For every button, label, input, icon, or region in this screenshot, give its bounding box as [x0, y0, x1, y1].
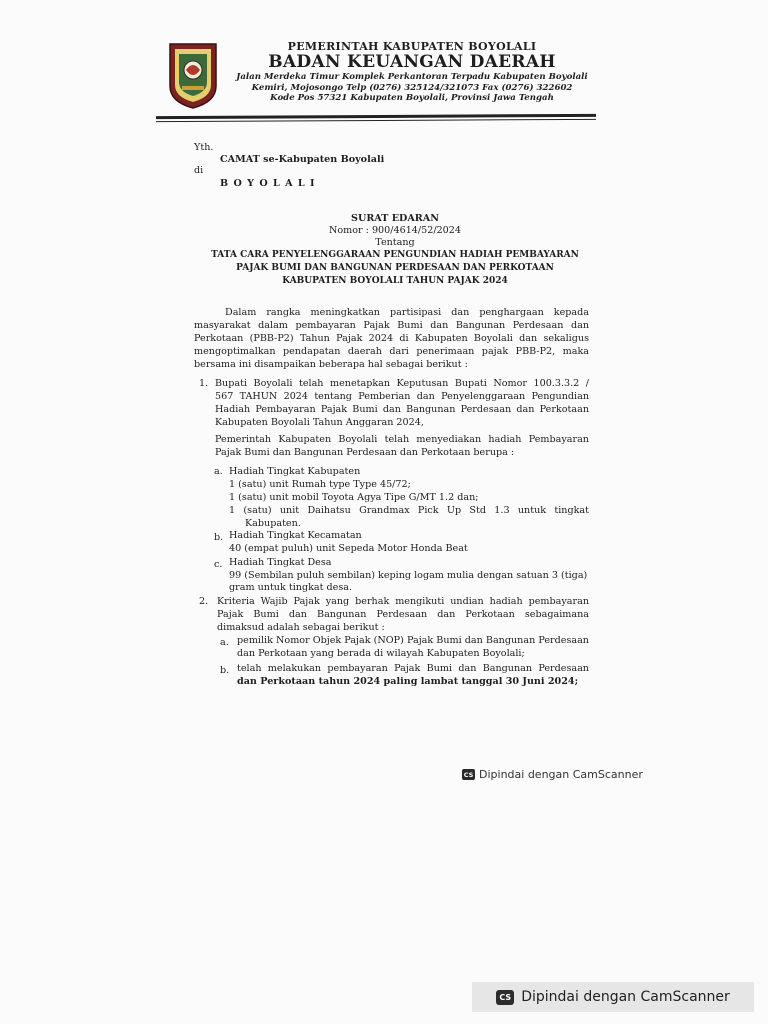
point-2-a-label: a. [220, 637, 229, 648]
subject-line-1: TATA CARA PENYELENGGARAAN PENGUNDIAN HADIAH PEMBAYARAN [211, 250, 579, 260]
intro-line-3: Perkotaan (PBB-P2) Tahun Pajak 2024 di Kabupaten Boyolali dan sekaligus [194, 333, 589, 344]
letterhead [232, 40, 592, 104]
point-2-a-line-1: pemilik Nomor Objek Pajak (NOP) Pajak Bumi dan Bangunan Perdesaan [237, 635, 589, 646]
addressee-at: di [194, 165, 204, 176]
point-1-line-2: 567 TAHUN 2024 tentang Pemberian dan Penyelenggaraan Pengundian [215, 391, 589, 402]
point-1-line-3: Hadiah Pembayaran Pajak Bumi dan Bangunan Perdesaan dan Perkotaan [215, 404, 589, 415]
point-1-c-label: c. [214, 559, 223, 570]
point-1-a-label: a. [214, 466, 223, 477]
point-1-c-item-1: 99 (Sembilan puluh sembilan) keping logam mulia dengan satuan 3 (tiga) [229, 570, 588, 581]
point-2-b-line-1: telah melakukan pembayaran Pajak Bumi dan Bangunan Perdesaan [237, 663, 589, 674]
subject-line-2: PAJAK BUMI DAN BANGUNAN PERDESAAN DAN PERKOTAAN [236, 263, 554, 273]
point-1-line-1: Bupati Boyolali telah menetapkan Keputusan Bupati Nomor 100.3.3.2 / [215, 378, 589, 389]
point-1-para-1: Pemerintah Kabupaten Boyolali telah menyediakan hadiah Pembayaran [215, 434, 589, 445]
point-2-a-line-2: dan Perkotaan yang berada di wilayah Kabupaten Boyolali; [237, 648, 525, 659]
address-line-3: Kode Pos 57321 Kabupaten Boyolali, Provinsi Jawa Tengah [270, 93, 554, 103]
point-1-a-item-2: 1 (satu) unit mobil Toyota Agya Tipe G/MT 1.2 dan; [229, 492, 479, 503]
point-1-b-title: Hadiah Tingkat Kecamatan [229, 530, 362, 541]
point-1-para-2: Pajak Bumi dan Bangunan Perdesaan dan Perkotaan berupa : [215, 447, 515, 458]
camscanner-badge [472, 982, 754, 1012]
point-1-c-title: Hadiah Tingkat Desa [229, 557, 332, 568]
intro-line-4: mengoptimalkan pendapatan daerah dari penerimaan pajak PBB-P2, maka [194, 346, 589, 357]
point-1-a-item-3-cont: Kabupaten. [245, 518, 301, 529]
point-2-line-1: Kriteria Wajib Pajak yang berhak mengikuti undian hadiah pembayaran [217, 596, 589, 607]
point-1-a-item-3: 1 (satu) unit Daihatsu Grandmax Pick Up Std 1.3 untuk tingkat [229, 505, 589, 516]
intro-line-1: Dalam rangka meningkatkan partisipasi dan penghargaan kepada [225, 307, 589, 318]
point-1-line-4: Kabupaten Boyolali Tahun Anggaran 2024, [215, 417, 424, 428]
addressee-place: B O Y O L A L I [220, 178, 316, 189]
letterhead-rule-thin [156, 119, 596, 122]
camscanner-icon: CS [463, 770, 474, 779]
camscanner-watermark-inner [462, 768, 643, 781]
circular-number: Nomor : 900/4614/52/2024 [328, 225, 461, 236]
point-1-b-item-1: 40 (empat puluh) unit Sepeda Motor Honda Beat [229, 543, 468, 554]
point-2-number: 2. [199, 596, 209, 607]
point-2-line-2: Pajak Bumi dan Bangunan Perdesaan dan Perkotaan sebagaimana [217, 609, 589, 620]
subject-line-3: KABUPATEN BOYOLALI TAHUN PAJAK 2024 [282, 276, 508, 286]
point-1-a-item-1: 1 (satu) unit Rumah type Type 45/72; [229, 479, 411, 490]
point-1-c-item-2: gram untuk tingkat desa. [229, 582, 353, 593]
camscanner-inner-label: Dipindai dengan CamScanner [479, 768, 643, 781]
circular-type: SURAT EDARAN [351, 213, 439, 224]
address-line-2: Kemiri, Mojosongo Telp (0276) 325124/321073 Fax (0276) 322602 [251, 82, 573, 93]
boyolali-coat-of-arms-icon [168, 42, 218, 110]
government-name: PEMERINTAH KABUPATEN BOYOLALI [287, 40, 537, 53]
point-2-b-line-2: dan Perkotaan tahun 2024 paling lambat tanggal 30 Juni 2024; [237, 676, 579, 687]
intro-line-2: masyarakat dalam pembayaran Pajak Bumi dan Bangunan Perdesaan dan [194, 320, 589, 331]
intro-line-5: bersama ini disampaikan beberapa hal sebagai berikut : [194, 359, 468, 370]
camscanner-badge-label: Dipindai dengan CamScanner [521, 989, 730, 1005]
recipient: CAMAT se-Kabupaten Boyolali [220, 154, 385, 165]
point-1-number: 1. [199, 378, 209, 389]
agency-name: BADAN KEUANGAN DAERAH [268, 52, 556, 72]
point-2-b-label: b. [220, 665, 230, 676]
point-1-b-label: b. [214, 532, 224, 543]
point-1-a-title: Hadiah Tingkat Kabupaten [229, 466, 361, 477]
circular-about: Tentang [375, 237, 415, 248]
address-line-1: Jalan Merdeka Timur Komplek Perkantoran Terpadu Kabupaten Boyolali [236, 72, 588, 82]
camscanner-badge-icon: CS [496, 990, 514, 1005]
salutation: Yth. [194, 142, 214, 153]
point-2-line-3: dimaksud adalah sebagai berikut : [217, 622, 385, 633]
